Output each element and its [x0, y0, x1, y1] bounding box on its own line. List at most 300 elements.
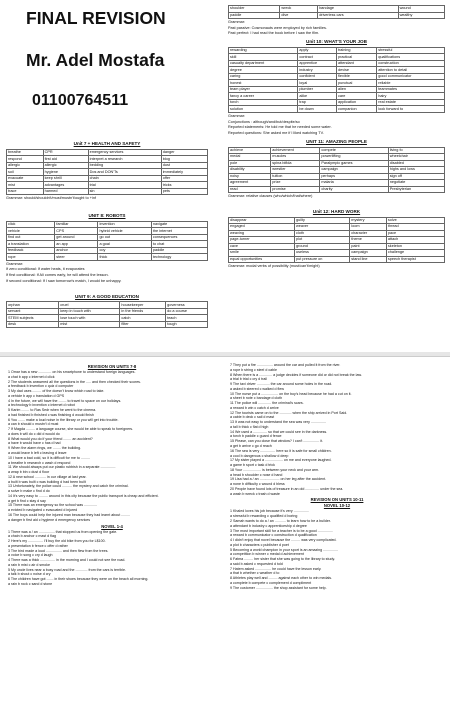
table-cell: get around [55, 234, 98, 241]
table-cell: prize [271, 180, 320, 187]
table-cell: noisy [229, 173, 271, 180]
table-cell: skeleton [386, 243, 444, 250]
table-cell: allergic [7, 162, 44, 169]
table-cell: flexible [336, 73, 376, 80]
question-line: 2 Samah wants to do a / an ........... to learn how to be a builder. [230, 518, 331, 523]
table-cell: cave [229, 243, 295, 250]
question-line: a talk b shout c noise d cry [8, 572, 51, 577]
table-cell: thick [98, 254, 151, 261]
table-cell: mist [7, 182, 44, 189]
table-cell: muscles [271, 154, 320, 161]
table-cell: team player [229, 86, 298, 93]
table-cell: qualifications [377, 54, 445, 61]
table-cell: devise [336, 67, 376, 74]
section-heading: NOVEL 10-12 [323, 503, 351, 509]
question-line: 3 The bird made a loud ................ and then flew from the trees. [8, 548, 109, 553]
unit10-heading: Unit 10: WHAT'S YOUR JOB [306, 39, 367, 45]
table-cell: reliable [377, 80, 445, 87]
table-cell: paddle [229, 12, 280, 19]
table-cell: pole [229, 160, 271, 167]
table-cell: care [336, 93, 376, 100]
question-line: 15 Please, can you close that window? I can't ................ it. [230, 439, 324, 444]
table-cell: CPR [43, 149, 88, 156]
table-cell: tough [166, 321, 208, 328]
question-line: 9 When the alarm rings, we ........ the building. [8, 446, 82, 451]
question-line: 4 In the future, we will have the ........ to travel to space on our holidays. [8, 398, 122, 403]
table-cell: offer [161, 175, 207, 182]
table-cell: feedback [7, 247, 55, 254]
question-line: 8 Athletes play well and ......... against each other to win medals. [230, 576, 333, 581]
question-line: a breathe b research c wash d respond [8, 460, 71, 465]
table-cell: alien [336, 86, 376, 93]
table-cell: achievement [271, 147, 320, 154]
question-line: 11 We should always put our plastic rubbish in a separate ............... [8, 465, 116, 470]
question-line: a tall b thick c flat d high [230, 424, 269, 429]
table-cell: coy [98, 247, 151, 254]
question-line: a attendant b industry c apprenticeship d degree [230, 523, 307, 528]
question-line: a danger b first aid c hygiene d emergency services [8, 517, 91, 522]
table-cell: first aid [43, 156, 88, 163]
table-cell: attention to detail [377, 67, 445, 74]
table-cell: hybrid vehicle [98, 228, 151, 235]
question-line: 13 It was not easy to understand the sea was very ............... [230, 420, 326, 425]
question-line: a vehicle b app c translation d GPS [8, 393, 65, 398]
question-line: 9 The customer ................. the shop assistant for some help. [230, 585, 327, 590]
question-line: a have b would have c has d had [8, 441, 61, 446]
question-line: 5 Karim ........ to Ras Sedr when he went to the cinema. [8, 408, 97, 413]
table-cell: Paralympic games [320, 160, 388, 167]
question-line: a none b difficulty c wound d bless [230, 482, 285, 487]
table-cell: trial [88, 182, 161, 189]
table-cell: guilty [295, 217, 350, 224]
table-row [229, 12, 445, 19]
table-cell: do a course [166, 308, 208, 315]
table-cell: companion [336, 106, 376, 113]
unit9-table [6, 301, 208, 328]
table-cell: lose touch with [59, 315, 120, 322]
question-line: a feedback b invention c quiz d computer [8, 384, 74, 389]
unit11-heading: UNIT 11: AMAZING PEOPLE [306, 138, 367, 144]
table-cell: familiar [55, 221, 98, 228]
question-line: 13 Unfortunately, the police could .......... the mystery and catch the criminal. [8, 484, 129, 489]
grammar-note: If first conditional: If Ali comes early, he will attend the lesson. [6, 273, 109, 278]
table-cell: steer [55, 254, 98, 261]
table-cell: put pressure on [295, 256, 350, 263]
question-line: 18 Your .................. is between your neck and your arm. [230, 467, 320, 472]
unit11-grammar: Grammar: relative clauses (who/which/that/where) [228, 194, 313, 199]
table-cell: wreck [280, 6, 318, 13]
table-cell: torch [229, 99, 298, 106]
grammar-note: Grammar: [228, 113, 246, 118]
question-line: a cool b dangerous c shallow d deep [230, 453, 289, 458]
table-cell: invention [98, 221, 151, 228]
question-line: a does b will do c did d would do [8, 431, 60, 436]
table-cell: dive [280, 12, 318, 19]
table-cell: trap [298, 99, 337, 106]
grammar-note: Conjunctions : although/and/but/despite/so [228, 119, 300, 124]
table-cell: weaver [295, 224, 350, 231]
table-cell: practical [336, 54, 376, 61]
table-cell: teach [166, 315, 208, 322]
table-cell: challenge [386, 250, 444, 257]
grammar-note: Grammar: [6, 261, 24, 266]
unit12-table [228, 217, 445, 264]
question-line: 8 What would you do if your friend ........ an accident? [8, 436, 93, 441]
question-line: 3 The most important skill for a teacher is to be a good ............... [230, 528, 333, 533]
table-cell: campaign [350, 250, 387, 257]
table-cell: perhaps [320, 173, 388, 180]
table-cell: STEM subjects [7, 315, 59, 322]
unit9-heading: UNIT 9: A GOOD EDUCATION [75, 293, 139, 299]
table-row [229, 186, 445, 193]
question-line: a that b whether c weather d to [230, 571, 280, 576]
table-cell: stressful [377, 47, 445, 54]
table-cell: a goal [98, 241, 151, 248]
question-line: a plot b characters c publisher d poet [230, 542, 289, 547]
grammar-note: Past perfect: I had read the book before I saw the film. [228, 31, 320, 36]
section-heading: REVISION ON UNITS 10-11 [310, 497, 364, 503]
table-cell: equal opportunities [229, 256, 295, 263]
table-cell: tuition [271, 173, 320, 180]
table-cell: cloth [295, 230, 350, 237]
table-cell: navigate [151, 221, 207, 228]
table-cell: driverless cars [318, 12, 398, 19]
table-cell: application [336, 99, 376, 106]
question-line: 4 There was a thick ............... in the morning and I could not see the road. [8, 558, 126, 563]
grammar-note: Reported statements: He told me that he needed some water. [228, 125, 332, 130]
table-cell: highs and lows [388, 167, 444, 174]
unit8-heading: UNIT 8: ROBOTS [88, 212, 126, 218]
table-cell: apply [298, 47, 337, 54]
table-cell: sign off [388, 173, 444, 180]
table-cell: powerlifting [320, 154, 388, 161]
table-cell: confident [298, 73, 337, 80]
table-cell: sin [88, 188, 161, 195]
question-line: 16 The sea is very ............... here so it is safe for small children. [230, 448, 332, 453]
table-cell: rewarding [229, 47, 298, 54]
question-line: 6 You ....... make a loud noise in the library or you will get into trouble. [8, 417, 119, 422]
table-cell: rope [7, 254, 55, 261]
table-cell: theme [350, 237, 387, 244]
table-cell: character [350, 230, 387, 237]
question-line: a wash b wreck c trash d waste [230, 491, 280, 496]
questions-left [8, 363, 216, 587]
table-cell: loyal [298, 80, 337, 87]
table-cell: malaria [320, 180, 388, 187]
unit7-grammar: Grammar: should/shouldn't/must/mustn't/ought to +inf [6, 196, 96, 201]
table-row [229, 106, 445, 113]
table-cell: campaign [320, 167, 388, 174]
cover-title: FINAL REVISION [26, 8, 166, 28]
table-cell: real estate [377, 99, 445, 106]
table-cell: an app [55, 241, 98, 248]
grammar-note: Reported questions: She asked me if I liked watching TV. [228, 131, 324, 136]
question-line: 17 My sister played a .................. on me and everyone laughed. [230, 458, 332, 463]
table-cell: thread [386, 224, 444, 231]
question-line: 4 I didn't enjoy that novel because the ......... was very complicated. [230, 538, 337, 543]
question-line: a would leave b left c leaving d leave [8, 451, 67, 456]
rev1-lines [8, 370, 216, 587]
question-line: 16 The boys could help the injured man because they had learnt about ......... [8, 512, 131, 517]
table-cell: find out [7, 234, 55, 241]
table-cell: honest [229, 80, 298, 87]
question-line: a rope b string c steel d cable [230, 367, 277, 372]
table-row [7, 321, 208, 328]
question-line: a asked b steered c walked d flew [230, 386, 284, 391]
question-line: a built b was built c was building d had been built [8, 479, 86, 484]
table-cell: disabled [388, 160, 444, 167]
question-line: 2 The students answered all the questions in the ..... and then checked their scores. [8, 379, 141, 384]
question-line: 5 Becoming a world champion in your sport is an amazing ............... [230, 547, 339, 552]
question-line: 10 The nurse put a ................. on the boy's head because he had a cut on it. [230, 391, 352, 396]
table-cell: orphan [7, 302, 59, 309]
question-line: 8 When there is a ............. a judge decides if someone did or did not break the law. [230, 372, 362, 377]
table-cell: caring [229, 73, 298, 80]
table-cell: ground [295, 243, 350, 250]
question-line: a sheet b note c bandage d cloth [230, 396, 283, 401]
question-line: a voice b song c cry d laugh [8, 553, 53, 558]
table-cell: page-turner [229, 237, 295, 244]
table-cell: hygiene [43, 169, 88, 176]
table-cell: contract [298, 54, 337, 61]
table-cell: punctual [336, 80, 376, 87]
question-line: a stressful b rewarding c qualified d boring [230, 514, 298, 519]
table-cell: promise [271, 186, 320, 193]
table-cell: apprentice [298, 60, 337, 67]
table-cell: harmed [43, 188, 88, 195]
table-cell: go out [98, 234, 151, 241]
table-cell: wealthy [398, 12, 444, 19]
question-line: 10 I have a bad cold, so it is difficult for me to ......... [8, 455, 90, 460]
table-cell: attendant [336, 60, 376, 67]
table-cell: compete [320, 147, 388, 154]
table-cell: read [229, 186, 271, 193]
question-line: 9 The taxi driver ............. the car around some holes in the road. [230, 382, 333, 387]
unit8-table [6, 221, 208, 261]
left-column [6, 138, 208, 328]
table-cell: to chat [151, 241, 207, 248]
table-cell: tricks [161, 182, 207, 189]
question-line: a chat b app c internet d click [8, 374, 55, 379]
question-line: 1 Omar has a new ............. on his smartphone to understand foreign languages. [8, 370, 136, 374]
rev1-heading: REVISION ON UNITS 7-8 [87, 364, 137, 369]
question-line: a reward b win c catch d arrive [230, 405, 279, 410]
unit7-heading: Unit 7 + HEALTH AND SAFETY [73, 141, 141, 146]
table-cell: industry [298, 67, 337, 74]
table-cell: be down [298, 106, 337, 113]
question-line: 14 It's very easy to ......... around in this city because the public transport is cheap and efficient. [8, 493, 159, 498]
table-cell: achieve [229, 147, 271, 154]
question-line: 15 There was an emergency so the school was ............. [8, 503, 98, 508]
question-line: a solve b make c find d do [8, 489, 50, 494]
revision-page-2 [0, 356, 450, 704]
table-cell: disability [229, 167, 271, 174]
question-line: 7 Hatem asked ................ he could have the lesson early. [230, 566, 322, 571]
table-cell: alike [298, 93, 337, 100]
question-line: a get b arrive c go d reach [230, 444, 272, 449]
table-row [229, 256, 445, 263]
table-cell: blog [161, 156, 207, 163]
question-line: 1 Khaled loves his job because it's very ............... [230, 509, 309, 514]
table-cell: filter [120, 321, 166, 328]
question-line: 11 The police will ............. the criminal's scars. [230, 401, 304, 406]
table-cell: speech therapist [386, 256, 444, 263]
table-cell: paddle [151, 247, 207, 254]
table-cell: casualty department [229, 60, 298, 67]
table-row [7, 188, 208, 195]
table-cell: anchor [55, 247, 98, 254]
table-row [7, 254, 208, 261]
grammar-note: Grammar: [228, 20, 246, 24]
table-cell: consequences [151, 234, 207, 241]
table-cell: hairy [377, 93, 445, 100]
table-cell: bandage [318, 6, 398, 13]
question-line: a complete b compete c complement d compliment [230, 580, 312, 585]
unit8-grammar [6, 262, 208, 284]
table-cell: wheelchair [388, 154, 444, 161]
question-line: 14 We used a .............. so that we could see in the darkness. [230, 429, 328, 434]
question-line: a rain b rock c sand d stone [8, 581, 53, 586]
question-line: a competition b winner c medal d achievement [230, 552, 304, 557]
grammar-note: Past passive: Cosmonauts were employed by rich families. [228, 25, 327, 30]
question-line: 5 My uncle lives near a busy road and the ............ from the cars is terrible. [8, 567, 127, 572]
table-cell: construction [377, 60, 445, 67]
unit10-grammar [228, 114, 445, 136]
right-column [228, 5, 445, 270]
topright-grammar [228, 20, 445, 36]
table-cell: the internet [151, 228, 207, 235]
table-cell: allergic [43, 162, 88, 169]
table-cell: in the friends [120, 308, 166, 315]
table-cell: mystery [350, 217, 387, 224]
question-line: a can b should c mustn't d must [8, 422, 59, 427]
table-cell: CPS [55, 228, 98, 235]
question-line: 20 People have found lots of treasure in an old .............. under the sea. [230, 486, 344, 491]
question-line: a rain b mist c air d smoke [8, 562, 50, 567]
section-heading: NOVEL 1-4 [101, 523, 123, 529]
table-cell: good communicator [377, 73, 445, 80]
question-line: 6 Fatma ......... her sister that she was going to the library to study. [230, 557, 335, 562]
unit7-table [6, 149, 208, 196]
rev2-lines [230, 363, 444, 590]
table-cell: keep shrill [43, 175, 88, 182]
table-cell: bedding [88, 162, 161, 169]
question-line: 2 Here's my ............... I'll buy the old bike from you for L$100. [8, 539, 106, 544]
table-cell: loom [350, 224, 387, 231]
table-cell: look forward to [377, 106, 445, 113]
table-cell: wrestler [271, 167, 320, 174]
grammar-note: If second conditional: If I saw tomorrow's match, I would be unhappy. [6, 278, 122, 283]
question-line: 3 My dad uses ......... of the doesn't know which road to take. [8, 389, 105, 394]
table-cell: housekeeper [120, 302, 166, 309]
question-line: a torch b paddle c guard d fence [230, 434, 282, 439]
question-line: 12 A new school ........... in our village at last year. [8, 474, 87, 479]
table-cell: pets [161, 188, 207, 195]
unit12-heading: Unit 12: HARD WORK [312, 208, 361, 214]
questions-right [230, 363, 444, 590]
table-cell: evacuate [7, 175, 44, 182]
table-cell: dust [161, 162, 207, 169]
table-cell: engaged [229, 224, 295, 231]
table-cell: weaving [229, 230, 295, 237]
question-line: a evicted b navigated c evacuated d injured [8, 508, 78, 513]
question-line: a said b asked c requested d told [230, 561, 283, 566]
table-cell: cruel [59, 302, 120, 309]
table-cell: trace [7, 188, 44, 195]
table-cell: emergency services [88, 149, 161, 156]
table-cell: advantages [43, 182, 88, 189]
table-cell: breathe [7, 149, 44, 156]
table-cell: smile [229, 250, 295, 257]
table-cell: respond [7, 156, 44, 163]
question-line: a technology b invention c internet d robot [8, 403, 75, 408]
unit11-table [228, 147, 445, 194]
table-cell: plumber [298, 86, 337, 93]
table-cell: degree [229, 67, 298, 74]
table-cell: paint [350, 243, 387, 250]
unit10-table [228, 47, 445, 113]
table-cell: wound [398, 6, 444, 13]
table-cell: plot [295, 237, 350, 244]
table-cell: pace [386, 230, 444, 237]
table-cell: chain [88, 175, 161, 182]
teacher-name: Mr. Adel Mostafa [26, 50, 165, 70]
question-line: a wrap b bin c dust d floor [8, 470, 50, 475]
table-cell: shoulder [229, 6, 280, 13]
phone-number: 01100764511 [32, 92, 129, 109]
table-cell: desk [7, 321, 59, 328]
question-line: a cable b deck c sail d mast [230, 415, 275, 420]
table-cell: stand line [350, 256, 387, 263]
table-cell: charity [320, 186, 388, 193]
table-cell: skill [229, 54, 298, 61]
topright-table [228, 5, 445, 19]
table-cell: click [7, 221, 55, 228]
table-cell: training [336, 47, 376, 54]
question-line: a chain b anchor c mast d flag [8, 534, 56, 539]
question-line: 1 There was a / an ................ that stopped us from opening the gate. [8, 529, 118, 534]
question-line: a head b shoulder c nose d hand [230, 472, 283, 477]
question-line: 6 The children have got ....... in their shoes because they were on the beach all morning. [8, 577, 149, 582]
question-line: a reward b communicator c construction d qualification [230, 533, 317, 538]
question-line: a trial b trial c cry d trail [230, 377, 267, 382]
table-cell: servant [7, 308, 59, 315]
table-cell: medal [229, 154, 271, 161]
table-cell: mist [59, 321, 120, 328]
question-line: a game b sport c task d trick [230, 463, 275, 468]
table-cell: teammates [377, 86, 445, 93]
question-line: 12 The tourists came on to the ............ when the ship arrived in Port Said. [230, 410, 348, 415]
grammar-note: If zero conditional: If water heats, it evaporates [6, 267, 85, 272]
table-cell: Dos and DON'Ts [88, 169, 161, 176]
table-cell: attach [386, 237, 444, 244]
table-cell: catch [120, 315, 166, 322]
table-cell: danger [161, 149, 207, 156]
question-line: 7 If Magda ......... a language course, she would be able to speak to foreigners. [8, 427, 134, 432]
table-cell: solve [386, 217, 444, 224]
unit12-grammar: Grammar: modal verbs of possibility (must/can't/might) [228, 264, 320, 269]
table-cell: living fo [388, 147, 444, 154]
question-line: a presentation b fence c offer d rather [8, 543, 68, 548]
table-cell: keep in touch with [59, 308, 120, 315]
table-cell: negotiate [388, 180, 444, 187]
question-line: a get b find c stay d say [8, 498, 46, 503]
question-line: a had finished b finished c was finishing d would finish [8, 412, 94, 417]
question-line: 19 Lisa had a / an .................... on her leg after the accident. [230, 477, 327, 482]
table-cell: technology [151, 254, 207, 261]
table-cell: vehicle [7, 228, 55, 235]
table-cell: Presbyterian [388, 186, 444, 193]
